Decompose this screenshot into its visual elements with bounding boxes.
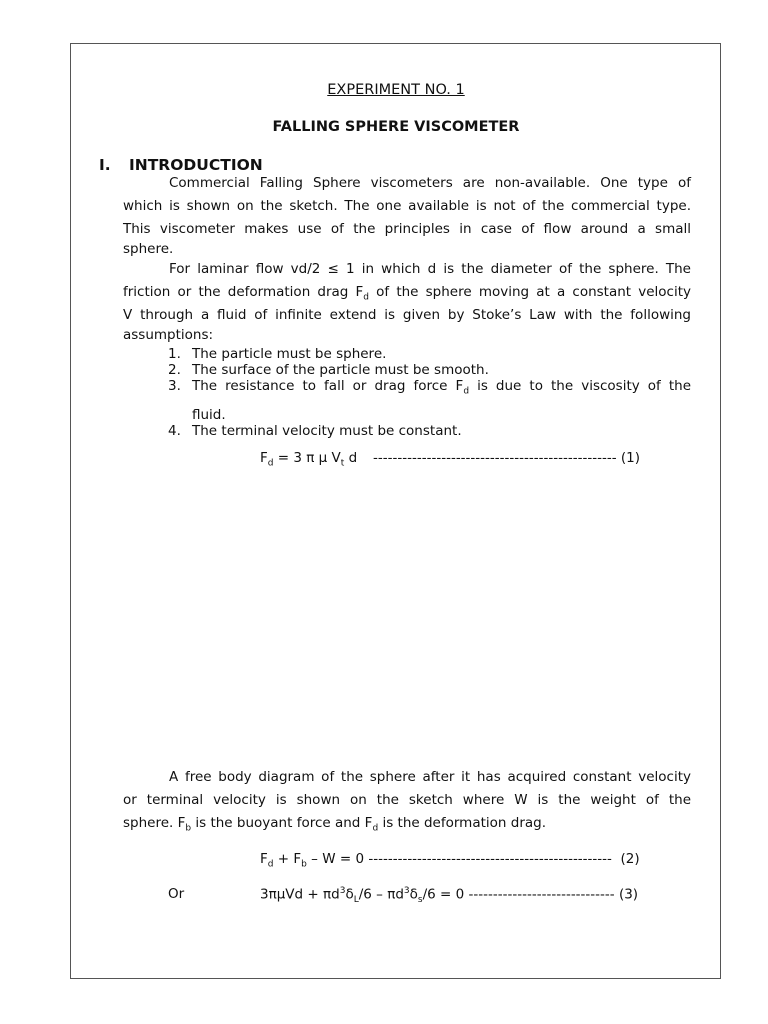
eq-text: d bbox=[344, 450, 358, 466]
text-line bbox=[123, 812, 691, 835]
text-fragment: is the deformation drag. bbox=[378, 815, 546, 831]
text-line: Commercial Falling Sphere viscometers are non-available. One type of bbox=[169, 175, 691, 191]
list-number: 2. bbox=[168, 362, 181, 378]
list-number: 1. bbox=[168, 346, 181, 362]
list-item bbox=[168, 423, 691, 439]
text-line: or terminal velocity is shown on the sketch where W is the weight of the bbox=[123, 792, 691, 808]
subscript: d bbox=[267, 458, 274, 469]
eq-text: = 3 π μ V bbox=[273, 450, 341, 466]
equation-2 bbox=[260, 851, 640, 870]
text-line: assumptions: bbox=[123, 327, 214, 343]
subscript: b bbox=[185, 823, 192, 834]
dash-leader: -------------------------------------------------- bbox=[373, 450, 617, 466]
text-line: which is shown on the sketch. The one available is not of the commercial type. bbox=[123, 198, 691, 214]
eq-text: δ bbox=[409, 886, 418, 903]
eq-text: F bbox=[260, 450, 268, 466]
list-number: 4. bbox=[168, 422, 181, 439]
text-fragment: sphere. F bbox=[123, 815, 186, 831]
list-item bbox=[168, 346, 691, 362]
document-title: FALLING SPHERE VISCOMETER bbox=[272, 119, 520, 135]
intro-paragraph-1 bbox=[123, 172, 691, 258]
equation-3-or: Or bbox=[168, 886, 185, 902]
equation-number: (1) bbox=[620, 450, 640, 466]
superscript: 3 bbox=[403, 886, 410, 896]
subscript: d bbox=[372, 823, 379, 834]
equation-1-leader bbox=[373, 450, 640, 466]
eq-text: /6 – πd bbox=[358, 886, 404, 903]
equation-number: (2) bbox=[620, 851, 640, 867]
list-text bbox=[192, 378, 691, 423]
text-line bbox=[192, 378, 691, 400]
subscript: d bbox=[267, 859, 274, 870]
experiment-number: EXPERIMENT NO. 1 bbox=[327, 82, 465, 98]
subscript: s bbox=[417, 895, 423, 906]
intro-paragraph-3 bbox=[123, 766, 691, 835]
text-fragment: friction or the deformation drag F bbox=[123, 284, 364, 300]
text-line bbox=[123, 281, 691, 304]
text-fragment: is the buoyant force and F bbox=[191, 815, 373, 831]
subscript: d bbox=[363, 292, 370, 303]
subscript: L bbox=[353, 895, 359, 906]
list-item bbox=[168, 362, 691, 378]
subscript: b bbox=[301, 859, 307, 870]
equation-number: (3) bbox=[618, 886, 639, 903]
text-line: sphere. bbox=[123, 241, 174, 257]
text-line: For laminar flow vd/2 ≤ 1 in which d is the diameter of the sphere. The bbox=[169, 261, 691, 277]
text-fragment: of the sphere moving at a constant velocity bbox=[369, 284, 692, 300]
eq-text: 3πμVd + πd bbox=[260, 886, 340, 903]
eq-text: δ bbox=[345, 886, 354, 903]
list-text: The terminal velocity must be constant. bbox=[192, 422, 462, 439]
assumptions-list bbox=[168, 346, 691, 439]
eq-text: F bbox=[260, 851, 268, 867]
intro-paragraph-2 bbox=[123, 258, 691, 344]
section-number: I. bbox=[99, 156, 111, 174]
subscript: d bbox=[463, 386, 470, 397]
eq-text: /6 = 0 bbox=[422, 886, 469, 903]
list-item bbox=[168, 378, 691, 423]
superscript: 3 bbox=[339, 886, 346, 896]
dash-leader: ------------------------------ bbox=[468, 886, 615, 903]
list-text: The surface of the particle must be smooth. bbox=[192, 362, 489, 378]
section-title: INTRODUCTION bbox=[129, 156, 263, 174]
dash-leader: -------------------------------------------------- bbox=[368, 851, 612, 867]
eq-text: – W = 0 bbox=[306, 851, 369, 867]
text-line: This viscometer makes use of the principles in case of flow around a small bbox=[123, 221, 691, 237]
eq-text: + F bbox=[273, 851, 302, 867]
list-number: 3. bbox=[168, 378, 181, 394]
subscript: t bbox=[340, 458, 345, 469]
text-line: fluid. bbox=[192, 406, 226, 423]
text-fragment: is due to the viscosity of the bbox=[469, 378, 692, 394]
text-line: A free body diagram of the sphere after it has acquired constant velocity bbox=[169, 769, 691, 785]
list-text: The particle must be sphere. bbox=[192, 346, 387, 362]
equation-3 bbox=[260, 886, 638, 905]
equation-1 bbox=[260, 450, 357, 469]
text-line: V through a fluid of infinite extend is given by Stoke’s Law with the following bbox=[123, 307, 691, 323]
text-fragment: The resistance to fall or drag force F bbox=[192, 378, 464, 394]
